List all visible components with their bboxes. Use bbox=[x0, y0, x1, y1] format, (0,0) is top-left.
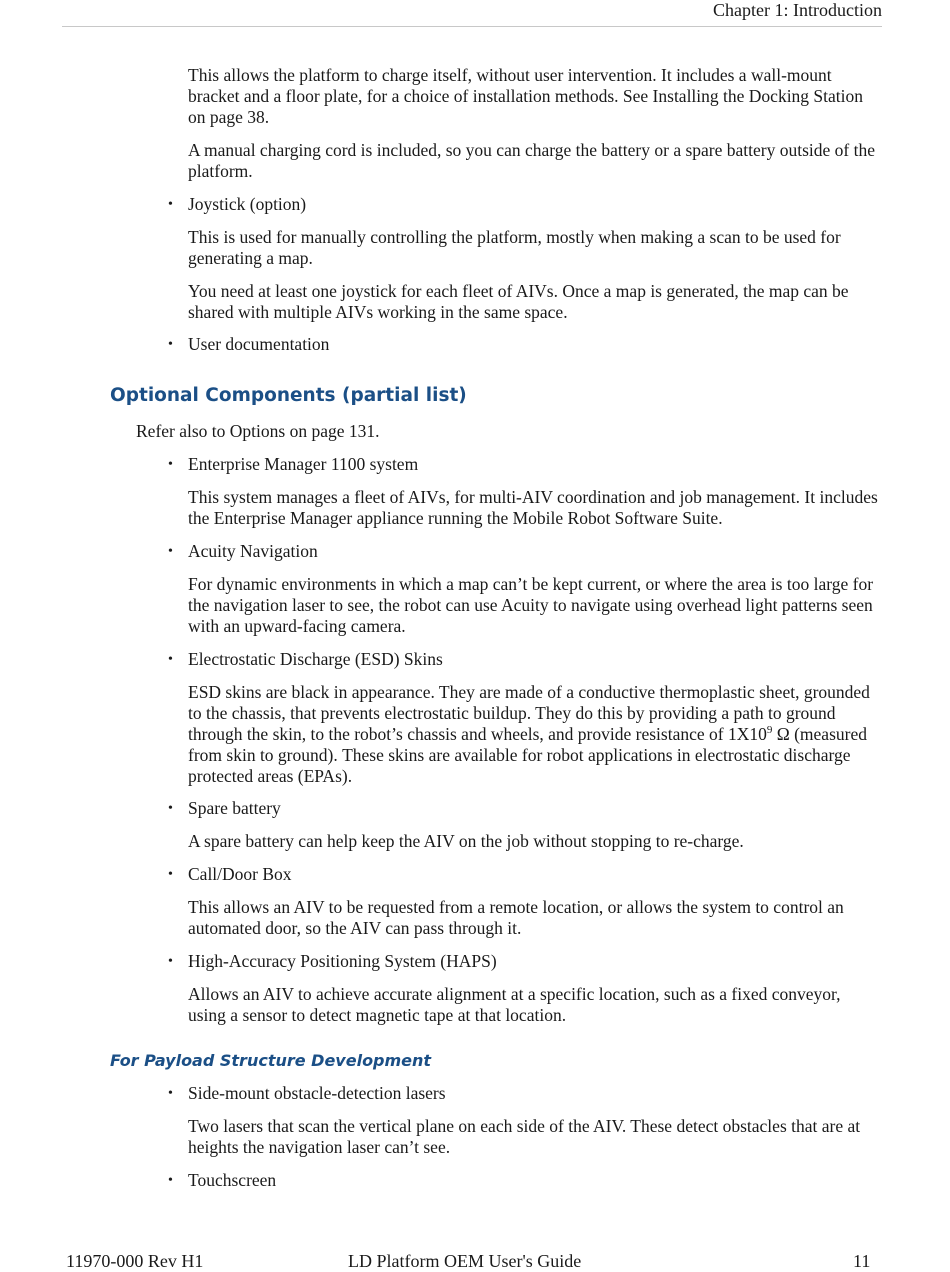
list-item-user-documentation: • User documentation bbox=[188, 334, 329, 355]
esd-paragraph bbox=[188, 682, 882, 787]
subsection-heading-payload: For Payload Structure Development bbox=[110, 1051, 432, 1070]
section-heading-optional-components: Optional Components (partial list) bbox=[110, 385, 467, 406]
footer-doc-number: 11970-000 Rev H1 bbox=[66, 1251, 204, 1271]
call-door-box-paragraph: This allows an AIV to be requested from a remote location, or allows the system to control an automated door, so the AIV can pass through it. bbox=[188, 897, 844, 938]
footer-title: LD Platform OEM User's Guide bbox=[348, 1251, 582, 1271]
esd-text-end: Ω (measured from skin to ground). These skins are available for robot applications in electrostatic discharge protected areas (EPAs). bbox=[188, 724, 867, 786]
joystick-paragraph-1: This is used for manually controlling the platform, mostly when making a scan to be used for generating a map. bbox=[188, 227, 841, 268]
list-item-spare-battery: • Spare battery bbox=[188, 798, 281, 819]
list-item-haps: • High-Accuracy Positioning System (HAPS) bbox=[188, 951, 497, 972]
charging-cord-paragraph: A manual charging cord is included, so you can charge the battery or a spare battery outside of the platform. bbox=[188, 140, 875, 181]
esd-text-start: ESD skins are black in appearance. They are made of a conductive thermoplastic sheet, grounded to the chassis, that prevents electrostatic buildup. They do this by providing a path to ground through the skin, to the robot’s chassis and wheels, and provide resistance of 1X10 bbox=[188, 682, 870, 744]
list-item-side-lasers: • Side-mount obstacle-detection lasers bbox=[188, 1083, 446, 1104]
list-item-acuity: • Acuity Navigation bbox=[188, 541, 318, 562]
refer-text: Refer also to Options on page 131. bbox=[136, 421, 380, 441]
side-lasers-paragraph: Two lasers that scan the vertical plane on each side of the AIV. These detect obstacles that are at heights the navigation laser can’t see. bbox=[188, 1116, 861, 1157]
chapter-title: Chapter 1: Introduction bbox=[713, 0, 882, 20]
esd-exponent: 9 bbox=[766, 724, 773, 737]
acuity-paragraph: For dynamic environments in which a map can’t be kept current, or where the area is too large for the navigation laser to see, the robot can use Acuity to navigate using overhead light patterns seen with an upward-facing camera. bbox=[188, 574, 874, 636]
list-item-touchscreen: • Touchscreen bbox=[188, 1170, 276, 1191]
enterprise-manager-paragraph: This system manages a fleet of AIVs, for multi-AIV coordination and job management. It includes the Enterprise Manager appliance running the Mobile Robot Software Suite. bbox=[188, 487, 878, 528]
docking-paragraph: This allows the platform to charge itself, without user intervention. It includes a wall-mount bracket and a floor plate, for a choice of installation methods. See Installing the Docking Station on page 38. bbox=[188, 65, 864, 127]
list-item-enterprise-manager: • Enterprise Manager 1100 system bbox=[188, 454, 418, 475]
joystick-paragraph-2: You need at least one joystick for each fleet of AIVs. Once a map is generated, the map can be shared with multiple AIVs working in the same space. bbox=[188, 281, 849, 322]
list-item-call-door-box: • Call/Door Box bbox=[188, 864, 292, 885]
footer-page-number: 11 bbox=[853, 1251, 871, 1271]
page-header bbox=[62, 0, 882, 27]
haps-paragraph: Allows an AIV to achieve accurate alignment at a specific location, such as a fixed conveyor, using a sensor to detect magnetic tape at that location. bbox=[188, 984, 841, 1025]
spare-battery-paragraph: A spare battery can help keep the AIV on the job without stopping to re-charge. bbox=[188, 831, 744, 851]
list-item-joystick: • Joystick (option) bbox=[188, 194, 306, 215]
list-item-esd-skins: • Electrostatic Discharge (ESD) Skins bbox=[188, 649, 443, 670]
